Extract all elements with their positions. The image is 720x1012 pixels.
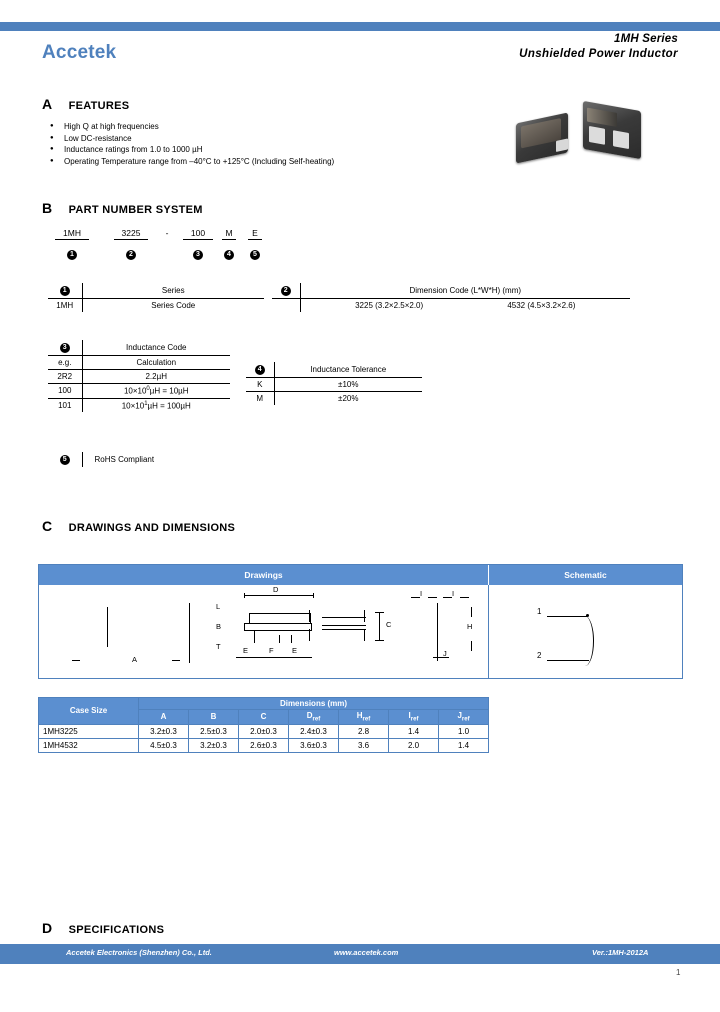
- tolerance-value: ±10%: [274, 378, 422, 392]
- brand-logo: Accetek: [42, 42, 117, 63]
- case-size-value: 1MH3225: [39, 724, 139, 738]
- section-letter-a: A: [42, 96, 53, 112]
- series-code: 1MH: [56, 301, 74, 310]
- drawing-line: [254, 631, 255, 643]
- calc-exponent: 0: [146, 386, 150, 392]
- table-row: 2R2: [48, 370, 82, 384]
- inductance-code-table: [48, 340, 230, 412]
- inductor-image-right: [583, 101, 641, 159]
- dimension-arrow: [172, 660, 180, 661]
- list-item: ● Inductance ratings from 1.0 to 1000 µH: [50, 144, 334, 156]
- drawing-line: [322, 617, 366, 618]
- dimension-header: Dimension Code (L*W*H) (mm): [300, 283, 630, 299]
- drawing-line: [437, 603, 438, 661]
- drawing-line: [309, 629, 310, 641]
- section-letter-d: D: [42, 920, 53, 936]
- drawings-panel-body: [39, 585, 682, 678]
- pn-token-rohs: E: [248, 228, 262, 240]
- dim-value-i: 2.0: [389, 738, 439, 752]
- drawing-line: [322, 629, 366, 630]
- footer-website[interactable]: www.accetek.com: [334, 948, 399, 957]
- drawing-line: [279, 635, 280, 643]
- inductance-marker: 3: [48, 340, 82, 356]
- dim-value-h: 2.8: [339, 724, 389, 738]
- rohs-table: [48, 452, 202, 467]
- drawing-line: [244, 623, 312, 624]
- calc-post: µH = 10µH: [149, 386, 189, 396]
- drawing-label-i2: I: [452, 589, 455, 598]
- drawing-line: [311, 623, 312, 631]
- drawing-label-l: L: [216, 602, 221, 611]
- drawing-line: [309, 610, 310, 622]
- inductance-tolerance-table: [246, 362, 422, 405]
- features-list: [50, 121, 334, 167]
- section-features-heading: [42, 96, 129, 114]
- series-code-desc: Series Code: [82, 299, 264, 313]
- top-accent-bar: [0, 22, 720, 31]
- product-photo: [508, 98, 683, 170]
- pn-token-inductance: 100: [183, 228, 213, 240]
- list-item: ● Low DC-resistance: [50, 133, 334, 145]
- dimension-line: [460, 597, 469, 598]
- column-header-j-ref: $J_{ref}$: [439, 710, 489, 725]
- dim-value-a: 4.5±0.3: [139, 738, 189, 752]
- drawing-label-j: J: [443, 649, 447, 658]
- section-title-features: FEATURES: [68, 100, 130, 112]
- dim-value-b: 3.2±0.3: [189, 738, 239, 752]
- column-header-c: C: [239, 710, 289, 725]
- dimension-tick: [244, 593, 245, 598]
- column-header-h-ref: $H_{ref}$: [339, 710, 389, 725]
- dimension-code-table: [272, 283, 630, 312]
- inductor-image-left: [516, 112, 568, 163]
- column-header-b: B: [189, 710, 239, 725]
- dimension-arrow: [72, 660, 80, 661]
- drawing-line: [249, 613, 311, 614]
- pn-token-dash: -: [165, 228, 169, 238]
- drawing-line: [364, 610, 365, 622]
- calc-post: µH = 100µH: [147, 401, 191, 411]
- schematic-header-label: Schematic: [564, 570, 607, 580]
- section-letter-c: C: [42, 518, 53, 534]
- dimension-value-3225: 3225 (3.2×2.5×2.0): [355, 301, 424, 310]
- list-item: ● Operating Temperature range from –40°C to +125°C (Including Self-heating): [50, 156, 334, 168]
- rohs-label: RoHS Compliant: [82, 452, 202, 467]
- drawings-panel-header: [39, 565, 682, 585]
- series-marker: 1: [48, 283, 82, 299]
- dim-value-a: 3.2±0.3: [139, 724, 189, 738]
- pn-marker-4: 4: [222, 248, 236, 260]
- section-drawings-heading: [42, 518, 235, 536]
- section-part-number-heading: [42, 200, 203, 218]
- pn-marker-3: 3: [183, 248, 213, 260]
- column-header-case-size: Case Size: [39, 698, 139, 725]
- section-title-drawings: DRAWINGS AND DIMENSIONS: [68, 522, 236, 534]
- drawing-label-d: D: [273, 585, 279, 594]
- table-row: [39, 738, 489, 752]
- dim-value-c: 2.6±0.3: [239, 738, 289, 752]
- column-header-i-ref: $I_{ref}$: [389, 710, 439, 725]
- drawing-label-a: A: [132, 655, 138, 664]
- pn-marker-1: 1: [55, 248, 89, 260]
- dim-value-i: 1.4: [389, 724, 439, 738]
- page-number: 1: [676, 968, 681, 977]
- drawing-label-e2: E: [292, 646, 298, 655]
- dimension-tick: [471, 607, 472, 617]
- drawing-label-b: B: [216, 622, 222, 631]
- footer-company: Accetek Electronics (Shenzhen) Co., Ltd.: [66, 948, 212, 957]
- dim-value-j: 1.0: [439, 724, 489, 738]
- calc-pre: 2.2µH: [145, 372, 167, 381]
- dim-value-c: 2.0±0.3: [239, 724, 289, 738]
- dimension-line: [244, 595, 314, 596]
- dim-value-h: 3.6: [339, 738, 389, 752]
- table-row: [39, 724, 489, 738]
- drawing-line: [291, 635, 292, 643]
- pn-token-dimension: 3225: [114, 228, 148, 240]
- dim-value-d: 2.4±0.3: [289, 724, 339, 738]
- drawing-label-f: F: [269, 646, 274, 655]
- dimensions-table: [38, 697, 489, 753]
- schematic-pin-1: 1: [537, 607, 542, 616]
- drawing-line: [107, 607, 108, 647]
- drawing-label-e1: E: [243, 646, 249, 655]
- drawing-line: [244, 623, 245, 631]
- dim-value-b: 2.5±0.3: [189, 724, 239, 738]
- drawings-panel: [38, 564, 683, 679]
- dim-value-d: 3.6±0.3: [289, 738, 339, 752]
- table-row: K: [246, 378, 274, 392]
- dimension-line: [443, 597, 452, 598]
- schematic-drawing: [489, 585, 682, 678]
- table-row: 100: [48, 384, 82, 399]
- drawing-line: [310, 613, 311, 623]
- product-type: Unshielded Power Inductor: [519, 48, 678, 60]
- drawing-line: [364, 629, 365, 641]
- footer-version: Ver.:1MH-2012A: [592, 948, 649, 957]
- pn-marker-5: 5: [248, 248, 262, 260]
- drawing-line: [322, 625, 366, 626]
- mechanical-drawings: [39, 585, 489, 678]
- list-item: ● High Q at high frequencies: [50, 121, 334, 133]
- column-header-d-ref: $D_{ref}$: [289, 710, 339, 725]
- inductance-subheader-right: Calculation: [82, 356, 230, 370]
- column-header-a: A: [139, 710, 189, 725]
- drawing-line: [189, 603, 190, 663]
- drawing-label-c: C: [386, 620, 392, 629]
- tolerance-marker: 4: [246, 362, 274, 378]
- document-title-block: [519, 33, 678, 60]
- drawing-label-h: H: [467, 622, 473, 631]
- section-title-part-number: PART NUMBER SYSTEM: [68, 204, 203, 216]
- series-name: 1MH Series: [613, 33, 678, 45]
- dimension-line: [428, 597, 437, 598]
- column-group-header-dimensions: Dimensions (mm): [139, 698, 489, 710]
- coil-winding: [585, 616, 594, 666]
- dimension-value-4532: 4532 (4.5×3.2×2.6): [507, 301, 576, 310]
- drawing-label-i1: I: [420, 589, 423, 598]
- section-letter-b: B: [42, 200, 53, 216]
- dimension-tick: [471, 641, 472, 651]
- rohs-marker: 5: [48, 452, 82, 467]
- section-specifications-heading: [42, 920, 164, 938]
- calc-pre: 10×10: [123, 386, 147, 396]
- dimension-tick: [313, 593, 314, 598]
- dimension-tick: [375, 640, 384, 641]
- drawings-header-label: Drawings: [39, 565, 489, 585]
- dimension-line: [411, 597, 420, 598]
- pn-token-series: 1MH: [55, 228, 89, 240]
- section-title-specifications: SPECIFICATIONS: [68, 924, 165, 936]
- page-footer: [0, 944, 720, 964]
- calc-exponent: 1: [144, 400, 148, 407]
- dimension-tick: [375, 612, 384, 613]
- series-header: Series: [82, 283, 264, 299]
- tolerance-value: ±20%: [274, 392, 422, 406]
- inductance-subheader-left: e.g.: [48, 356, 82, 370]
- tolerance-header: Inductance Tolerance: [274, 362, 422, 378]
- drawing-label-t: T: [216, 642, 221, 651]
- dimension-line: [379, 612, 380, 640]
- dimension-line: [236, 657, 312, 658]
- inductance-header: Inductance Code: [82, 340, 230, 356]
- calc-pre: 10×10: [121, 401, 145, 411]
- pn-marker-2: 2: [114, 248, 148, 260]
- case-size-value: 1MH4532: [39, 738, 139, 752]
- series-code-table: [48, 283, 264, 312]
- schematic-wire-2: [547, 660, 589, 661]
- pn-token-tolerance: M: [222, 228, 236, 240]
- table-row: 101: [58, 400, 72, 410]
- schematic-pin-2: 2: [537, 651, 542, 660]
- schematic-wire-1: [547, 616, 587, 617]
- dim-value-j: 1.4: [439, 738, 489, 752]
- table-row: M: [256, 394, 264, 403]
- dimension-marker: 2: [272, 283, 300, 299]
- drawing-line: [249, 613, 250, 623]
